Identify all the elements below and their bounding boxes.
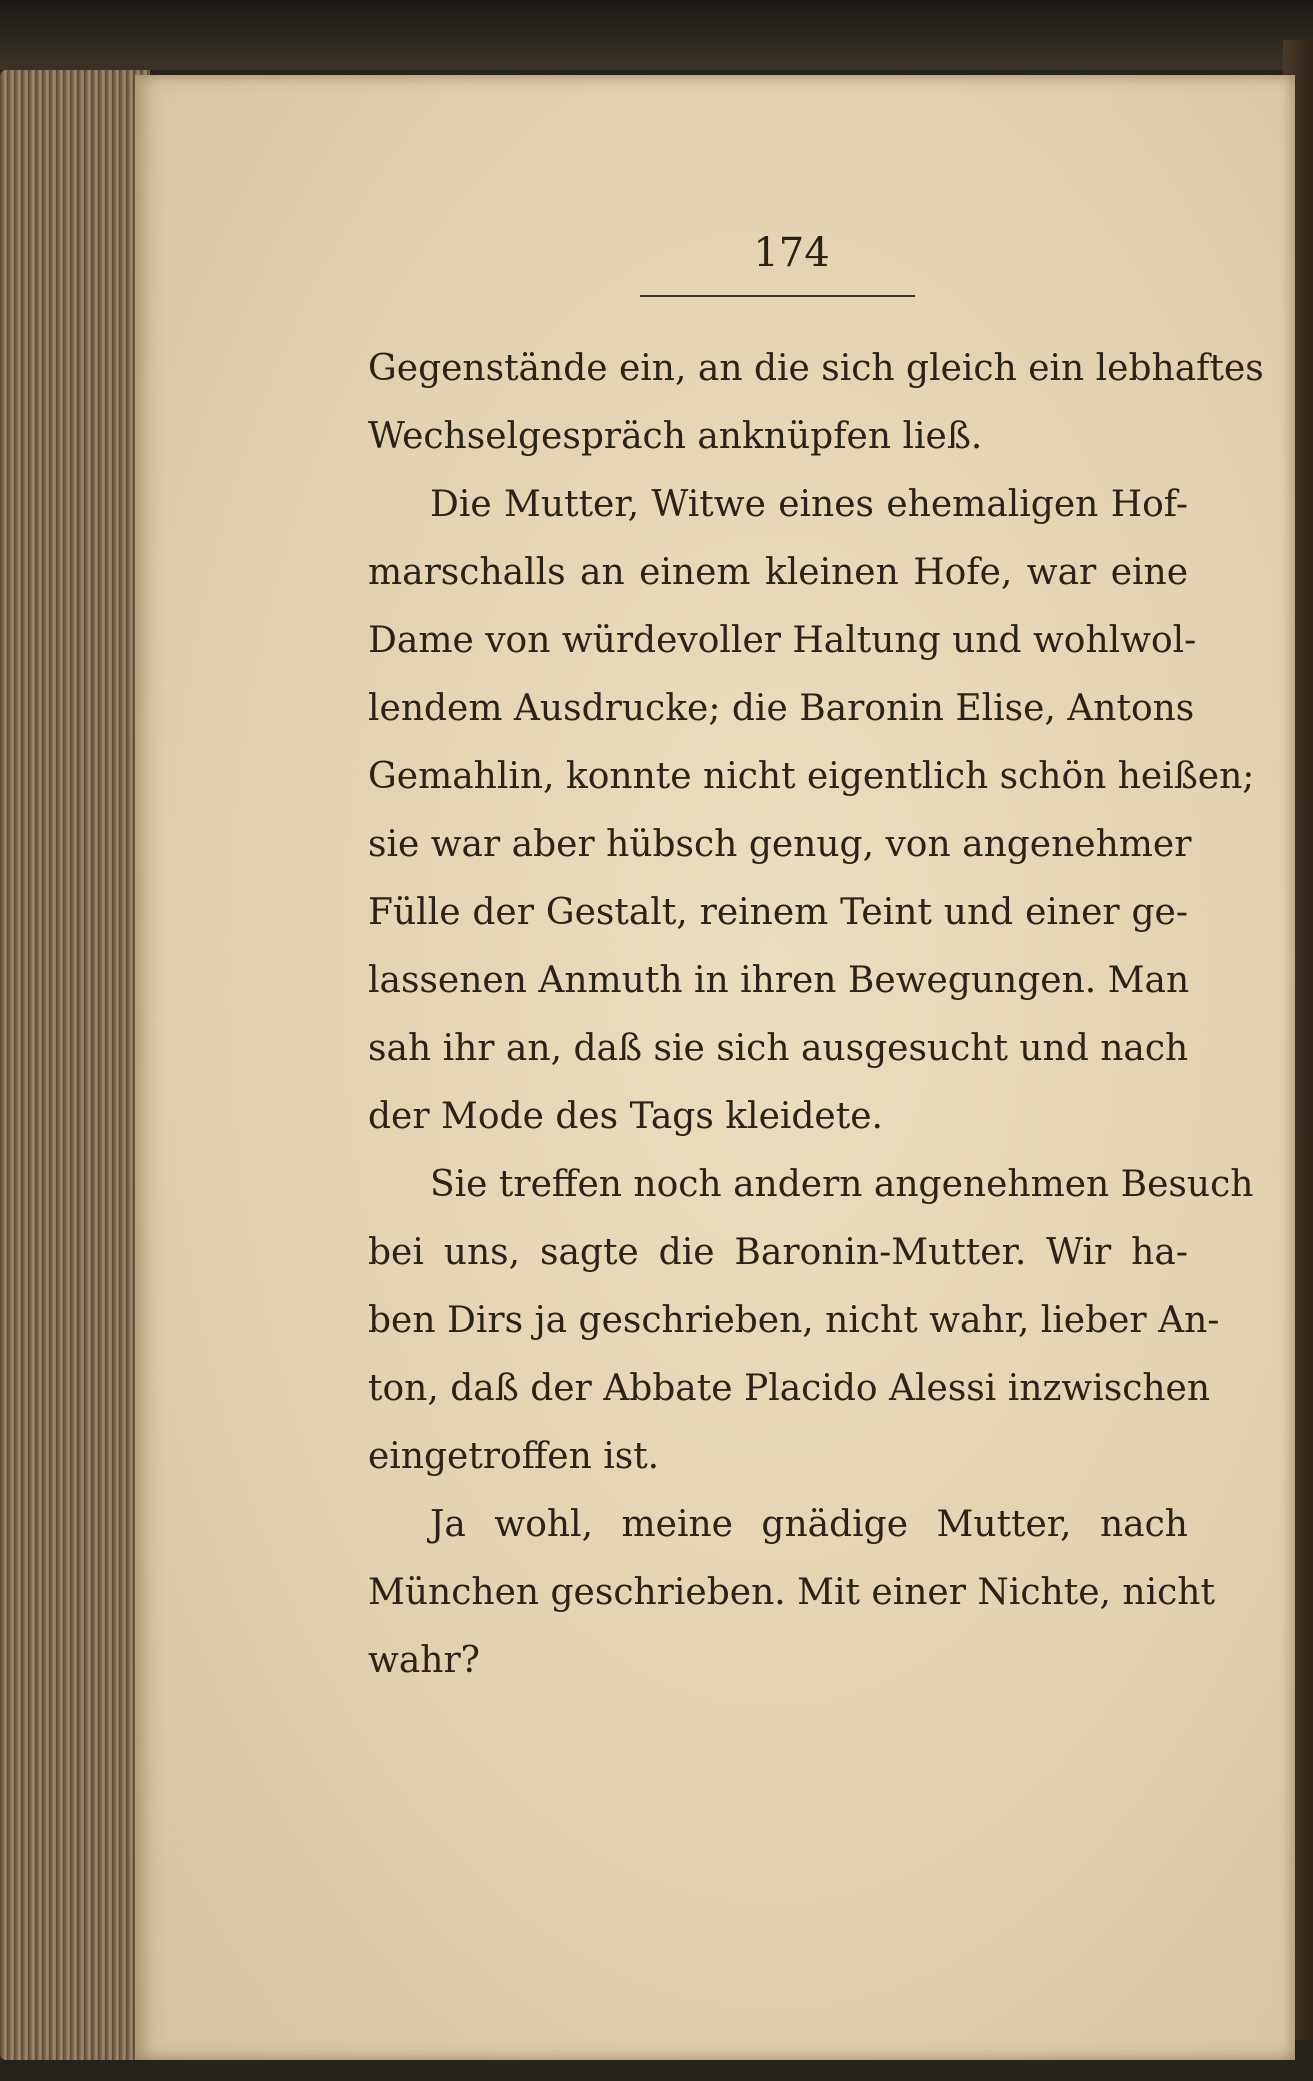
text-line: lassenen Anmuth in ihren Bewegungen. Man [368,960,1190,1001]
page-number: 174 [753,230,830,276]
text-line: bei uns, sagte die Baronin-Mutter. Wir ha- [368,1232,1188,1273]
page-stack-edge [0,70,150,2060]
text-line: Gegenstände ein, an die sich gleich ein lebhaftes [368,348,1264,389]
text-line: München geschrieben. Mit einer Nichte, nicht [368,1572,1215,1613]
text-line: Wechselgespräch anknüpfen ließ. [368,416,983,457]
text-line: ben Dirs ja geschrieben, nicht wahr, lieber An- [368,1300,1220,1341]
text-line: sie war aber hübsch genug, von angenehmer [368,824,1192,865]
text-line: marschalls an einem kleinen Hofe, war eine [368,552,1188,593]
text-line: Dame von würdevoller Haltung und wohlwol- [368,620,1197,661]
text-line: sah ihr an, daß sie sich ausgesucht und nach [368,1028,1189,1069]
body-text [368,335,1264,1695]
text-line: ton, daß der Abbate Placido Alessi inzwischen [368,1368,1211,1409]
book-cover-edge-top [0,0,1313,70]
text-line: der Mode des Tags kleidete. [368,1096,883,1137]
text-line: Gemahlin, konnte nicht eigentlich schön heißen; [368,756,1255,797]
text-line: wahr? [368,1640,480,1681]
header-rule [640,295,915,297]
text-line: Sie treffen noch andern angenehmen Besuch [430,1164,1254,1205]
text-line: lendem Ausdrucke; die Baronin Elise, Antons [368,688,1195,729]
text-line: Fülle der Gestalt, reinem Teint und einer ge- [368,892,1188,933]
text-line: Die Mutter, Witwe eines ehemaligen Hof- [430,484,1188,525]
text-line: Ja wohl, meine gnädige Mutter, nach [430,1504,1188,1545]
text-line: eingetroffen ist. [368,1436,660,1477]
